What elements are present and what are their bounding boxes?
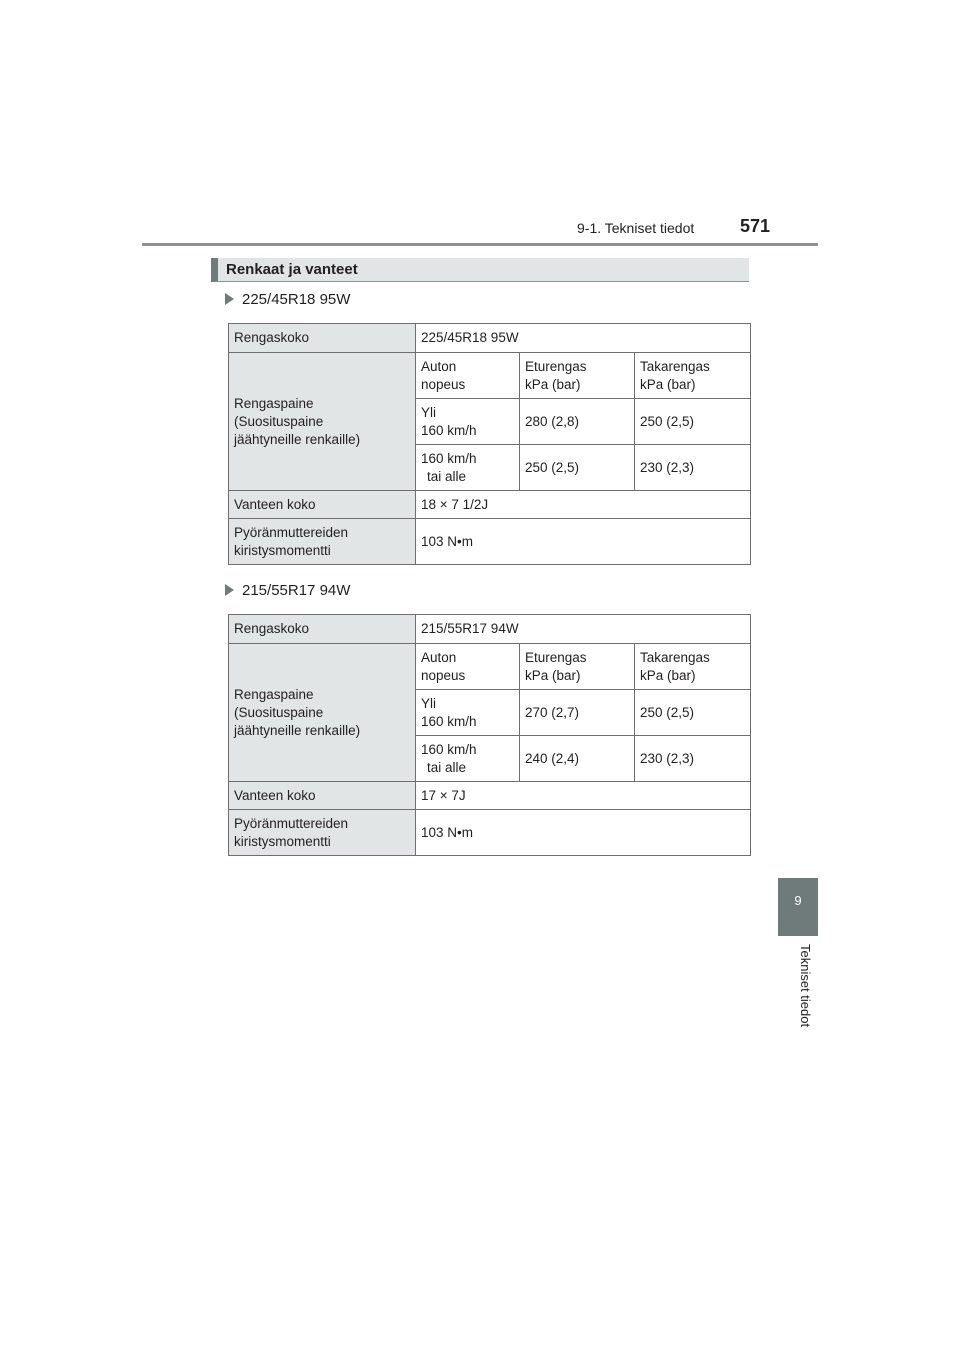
torque-value: 103 N•m	[416, 810, 751, 856]
header-section-title: 9-1. Tekniset tiedot	[577, 220, 695, 236]
rear-pressure-cell: 250 (2,5)	[635, 399, 751, 445]
rim-size-label: Vanteen koko	[229, 782, 416, 810]
triangle-bullet-icon	[225, 293, 234, 305]
rear-pressure-cell: 250 (2,5)	[635, 690, 751, 736]
speed-cell: Yli 160 km/h	[416, 690, 520, 736]
rim-size-value: 18 × 7 1/2J	[416, 491, 751, 519]
page-number: 571	[740, 216, 771, 236]
front-pressure-cell: 280 (2,8)	[520, 399, 635, 445]
torque-label: Pyöränmuttereiden kiristysmomentti	[229, 519, 416, 565]
section-heading-text: Renkaat ja vanteet	[226, 261, 358, 278]
header-rule	[142, 243, 818, 246]
pressure-label: Rengaspaine (Suosituspaine jäähtyneille renkaille)	[229, 644, 416, 782]
spec-table	[228, 614, 751, 856]
speed-cell: 160 km/h tai alle	[416, 736, 520, 782]
variant-heading-text: 215/55R17 94W	[242, 582, 351, 599]
rear-pressure-cell: 230 (2,3)	[635, 445, 751, 491]
rear-column-header: Takarengas kPa (bar)	[635, 353, 751, 399]
rear-column-header: Takarengas kPa (bar)	[635, 644, 751, 690]
speed-cell: 160 km/h tai alle	[416, 445, 520, 491]
speed-cell: Yli 160 km/h	[416, 399, 520, 445]
spec-table	[228, 323, 751, 565]
chapter-tab-label: Tekniset tiedot	[798, 944, 813, 1028]
front-column-header: Eturengas kPa (bar)	[520, 353, 635, 399]
torque-label: Pyöränmuttereiden kiristysmomentti	[229, 810, 416, 856]
pressure-label: Rengaspaine (Suosituspaine jäähtyneille renkaille)	[229, 353, 416, 491]
front-pressure-cell: 240 (2,4)	[520, 736, 635, 782]
variant-heading	[225, 582, 350, 599]
variant-heading-text: 225/45R18 95W	[242, 291, 351, 308]
variant-heading	[225, 291, 350, 308]
front-column-header: Eturengas kPa (bar)	[520, 644, 635, 690]
rear-pressure-cell: 230 (2,3)	[635, 736, 751, 782]
front-pressure-cell: 250 (2,5)	[520, 445, 635, 491]
section-heading	[211, 258, 749, 282]
rim-size-label: Vanteen koko	[229, 491, 416, 519]
tire-size-label: Rengaskoko	[229, 324, 416, 353]
chapter-tab-number: 9	[794, 893, 802, 908]
tire-size-label: Rengaskoko	[229, 615, 416, 644]
rim-size-value: 17 × 7J	[416, 782, 751, 810]
front-pressure-cell: 270 (2,7)	[520, 690, 635, 736]
tire-size-value: 225/45R18 95W	[416, 324, 751, 353]
tire-size-value: 215/55R17 94W	[416, 615, 751, 644]
triangle-bullet-icon	[225, 584, 234, 596]
speed-column-header: Auton nopeus	[416, 353, 520, 399]
speed-column-header: Auton nopeus	[416, 644, 520, 690]
torque-value: 103 N•m	[416, 519, 751, 565]
